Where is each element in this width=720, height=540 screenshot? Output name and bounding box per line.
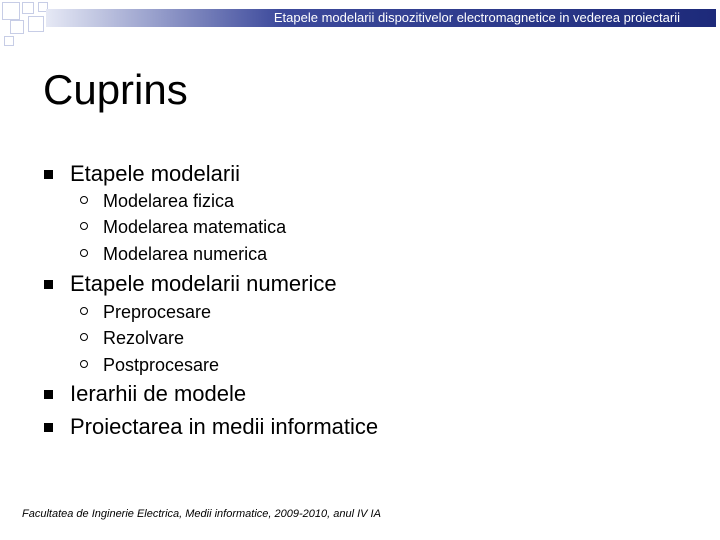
square-bullet-icon (44, 390, 53, 399)
square-bullet-icon (44, 170, 53, 179)
circle-bullet-icon (80, 222, 88, 230)
outline-subitem-label: Rezolvare (103, 328, 185, 348)
slide-footer: Facultatea de Inginerie Electrica, Medii informatice, 2009-2010, anul IV IA (22, 508, 381, 520)
outline-subitem-label: Modelarea numerica (103, 244, 268, 264)
circle-bullet-icon (80, 249, 88, 257)
circle-bullet-icon (80, 333, 88, 341)
outline-subitem-label: Postprocesare (103, 355, 220, 375)
square-bullet-icon (44, 280, 53, 289)
outline-item-label: Etapele modelarii numerice (70, 271, 337, 296)
outline-subitem-label: Modelarea matematica (103, 217, 287, 237)
slide-title: Cuprins (43, 66, 188, 113)
outline-item-label: Proiectarea in medii informatice (70, 414, 379, 439)
outline-subitem-label: Preprocesare (103, 302, 212, 322)
circle-bullet-icon (80, 360, 88, 368)
outline-item-label: Etapele modelarii (70, 161, 240, 186)
outline-subitem-label: Modelarea fizica (103, 191, 235, 211)
circle-bullet-icon (80, 307, 88, 315)
header-title: Etapele modelarii dispozitivelor electromagnetice in vederea proiectarii (273, 10, 680, 25)
outline-item-label: Ierarhii de modele (70, 381, 247, 406)
circle-bullet-icon (80, 196, 88, 204)
square-bullet-icon (44, 423, 53, 432)
